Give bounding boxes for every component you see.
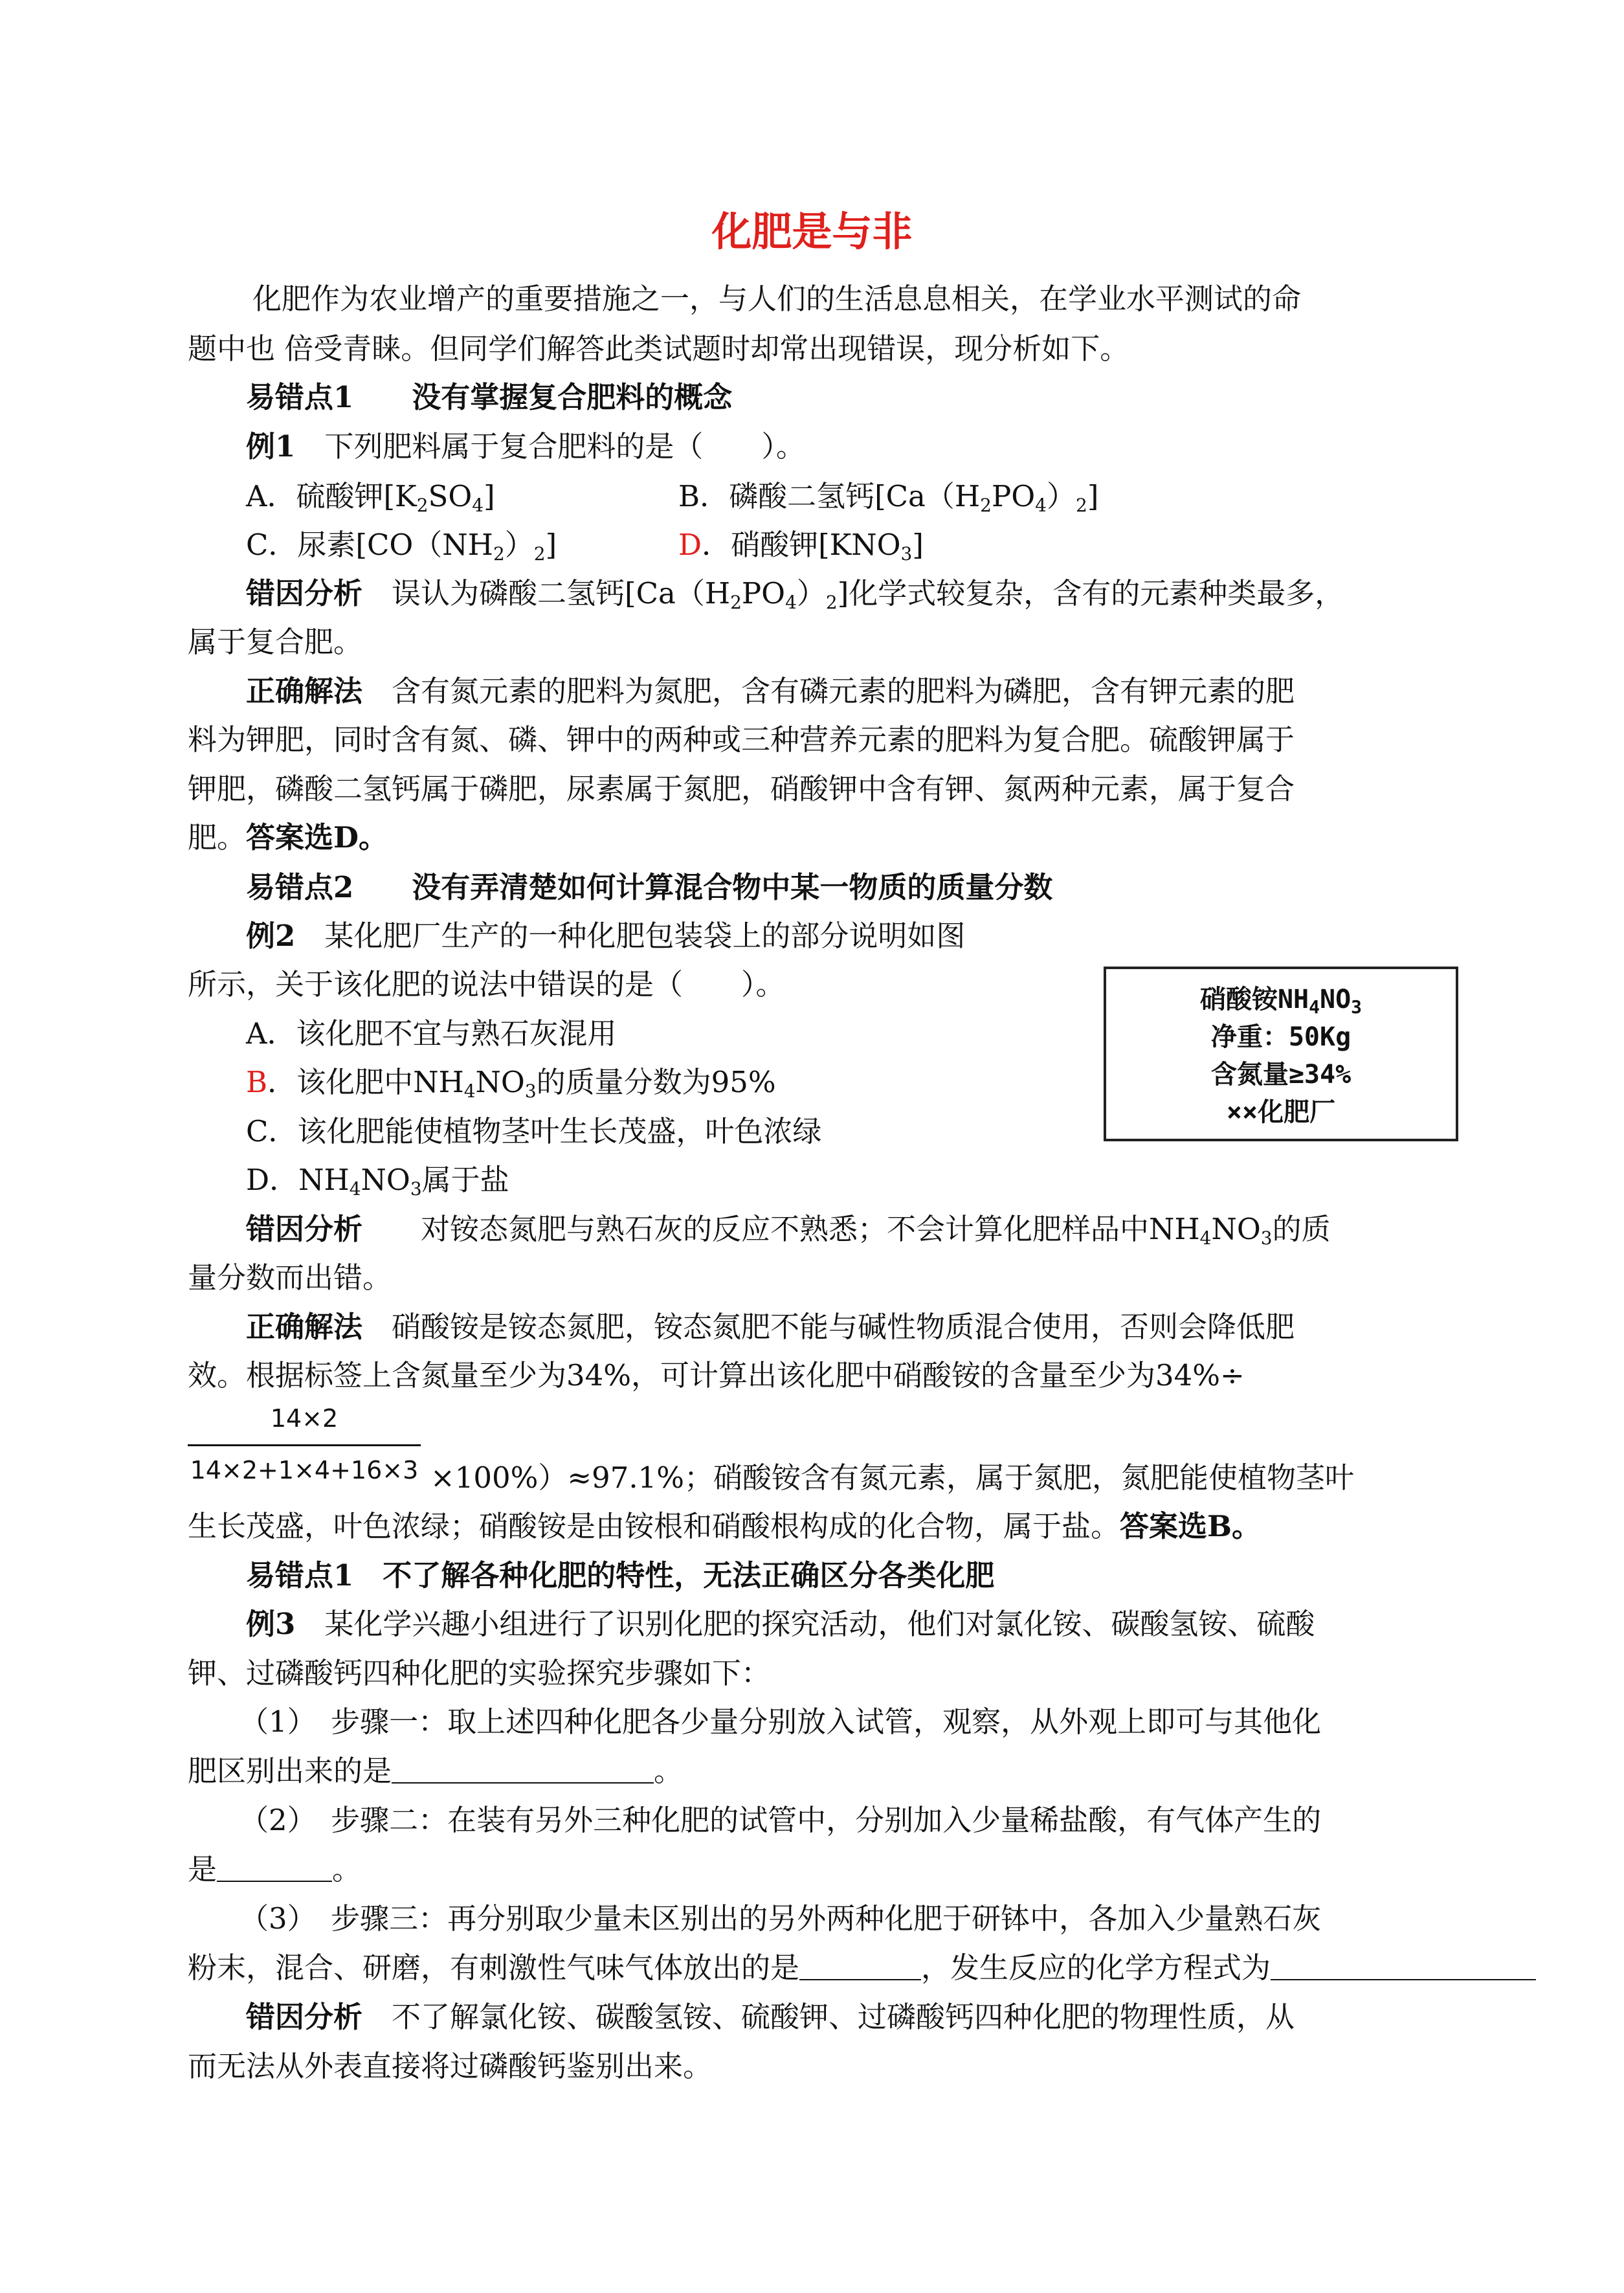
option-c: C．尿素$[CO(NH_2)_2]$ xyxy=(246,528,557,565)
answer-blank-3[interactable] xyxy=(799,1951,921,1980)
fraction-numerator: 14×2 xyxy=(270,1404,339,1433)
solution-2-line-2: 效。根据标签上含氮量至少为34%，可计算出该化肥中硝酸铵的含量至少为34%÷ xyxy=(188,1358,1245,1393)
error-analysis-2: 错因分析 对铵态氮肥与熟石灰的反应不熟悉；不会计算化肥样品中$NH_4NO_3$的质 xyxy=(246,1212,1331,1249)
solution-1-line-1: 正确解法 含有氮元素的肥料为氮肥，含有磷元素的肥料为磷肥，含有钾元素的肥 xyxy=(246,674,1295,708)
example-3-question: 例3 某化学兴趣小组进行了识别化肥的探究活动，他们对氯化铵、碳酸氢铵、硫酸 xyxy=(246,1607,1315,1641)
example-label: 例1 xyxy=(246,429,296,464)
option-b: B．该化肥中$NH_4NO_3$的质量分数为95% xyxy=(246,1065,776,1102)
solution-2-line-4: 生长茂盛，叶色浓绿；硝酸铵是由铵根和硝酸根构成的化合物，属于盐。答案选B。 xyxy=(188,1509,1262,1543)
answer-blank-2[interactable] xyxy=(217,1852,332,1882)
solution-2-line-1: 正确解法 硝酸铵是铵态氮肥，铵态氮肥不能与碱性物质混合使用，否则会降低肥 xyxy=(246,1310,1295,1344)
option-c: C．该化肥能使植物茎叶生长茂盛，叶色浓绿 xyxy=(246,1114,822,1148)
option-d: D．$NH_4NO_3$属于盐 xyxy=(246,1163,509,1200)
answer-letter-b: B xyxy=(246,1065,268,1099)
option-d: D．硝酸钾$[KNO_3]$ xyxy=(678,528,924,565)
section-2-heading: 易错点2 没有弄清楚如何计算混合物中某一物质的质量分数 xyxy=(246,870,1053,904)
label-line-1: 硝酸铵$NH_4NO_3$ xyxy=(1199,985,1363,1018)
solution-1-line-3: 钾肥，磷酸二氢钙属于磷肥，尿素属于氮肥，硝酸钾中含有钾、氮两种元素，属于复合 xyxy=(188,772,1295,806)
example-1-question xyxy=(246,427,805,466)
option-a: A．该化肥不宜与熟石灰混用 xyxy=(246,1016,617,1051)
section-3-heading: 易错点1 不了解各种化肥的特性，无法正确区分各类化肥 xyxy=(246,1558,995,1593)
error-analysis-1: 错因分析 误认为磷酸二氢钙$[Ca(H_2PO_4)_2]$化学式较复杂，含有的元素种类最多， xyxy=(246,576,1344,613)
step-3-cont: 粉末，混合、研磨，有刺激性气味气体放出的是 ，发生反应的化学方程式为 xyxy=(188,1949,1536,1987)
example-3-question-cont: 钾、过磷酸钙四种化肥的实验探究步骤如下： xyxy=(188,1656,771,1690)
question-text: 下列肥料属于复合肥料的是（ ）。 xyxy=(295,429,805,464)
solution-2-line-3: ×100%）≈97.1%；硝酸铵含有氮元素，属于氮肥，氮肥能使植物茎叶 xyxy=(430,1460,1355,1495)
label-line-4: ××化肥厂 xyxy=(1226,1097,1336,1127)
intro-line-1: 化肥作为农业增产的重要措施之一，与人们的生活息息相关，在学业水平测试的命 xyxy=(252,282,1302,316)
intro-line-2: 题中也 倍受青睐。但同学们解答此类试题时却常出现错误，现分析如下。 xyxy=(188,331,1129,366)
step-3: （3） 步骤三：再分别取少量未区别出的另外两种化肥于研钵中，各加入少量熟石灰 xyxy=(239,1901,1322,1936)
step-2: （2） 步骤二：在装有另外三种化肥的试管中，分别加入少量稀盐酸，有气体产生的 xyxy=(239,1803,1322,1837)
error-analysis-3: 错因分析 不了解氯化铵、碳酸氢铵、硫酸钾、过磷酸钙四种化肥的物理性质，从 xyxy=(246,2000,1295,2034)
error-analysis-1-cont: 属于复合肥。 xyxy=(188,625,363,659)
solution-1-line-2: 料为钾肥，同时含有氮、磷、钾中的两种或三种营养元素的肥料为复合肥。硫酸钾属于 xyxy=(188,722,1295,757)
option-a: A．硫酸钾$[K_2SO_4]$ xyxy=(246,479,495,516)
error-analysis-2-cont: 量分数而出错。 xyxy=(188,1260,392,1295)
page-title: 化肥是与非 xyxy=(711,208,913,255)
label-line-3: 含氮量≥34% xyxy=(1210,1060,1351,1090)
example-2-question-cont: 所示，关于该化肥的说法中错误的是（ ）。 xyxy=(188,967,785,1001)
step-2-cont: 是 。 xyxy=(188,1852,362,1886)
fraction-denominator: 14×2+1×4+16×3 xyxy=(190,1456,419,1484)
section-1-heading: 易错点1 没有掌握复合肥料的概念 xyxy=(246,380,733,414)
fertilizer-label-figure xyxy=(1104,967,1458,1141)
example-2-question: 例2 某化肥厂生产的一种化肥包装袋上的部分说明如图 xyxy=(246,919,966,953)
option-b: B．磷酸二氢钙$[Ca(H_2PO_4)_2]$ xyxy=(678,479,1099,516)
error-analysis-3-cont: 而无法从外表直接将过磷酸钙鉴别出来。 xyxy=(188,2049,713,2083)
step-1: （1） 步骤一：取上述四种化肥各少量分别放入试管，观察，从外观上即可与其他化 xyxy=(239,1705,1322,1739)
label-line-2: 净重：50Kg xyxy=(1210,1022,1351,1052)
step-1-cont: 肥区别出来的是 。 xyxy=(188,1754,684,1788)
answer-blank-1[interactable] xyxy=(392,1754,654,1784)
fraction-bar xyxy=(188,1444,421,1446)
answer-blank-4[interactable] xyxy=(1271,1951,1536,1980)
solution-1-line-4: 肥。答案选D。 xyxy=(188,820,388,855)
fraction xyxy=(188,1402,421,1484)
answer-letter-d: D xyxy=(678,528,702,562)
